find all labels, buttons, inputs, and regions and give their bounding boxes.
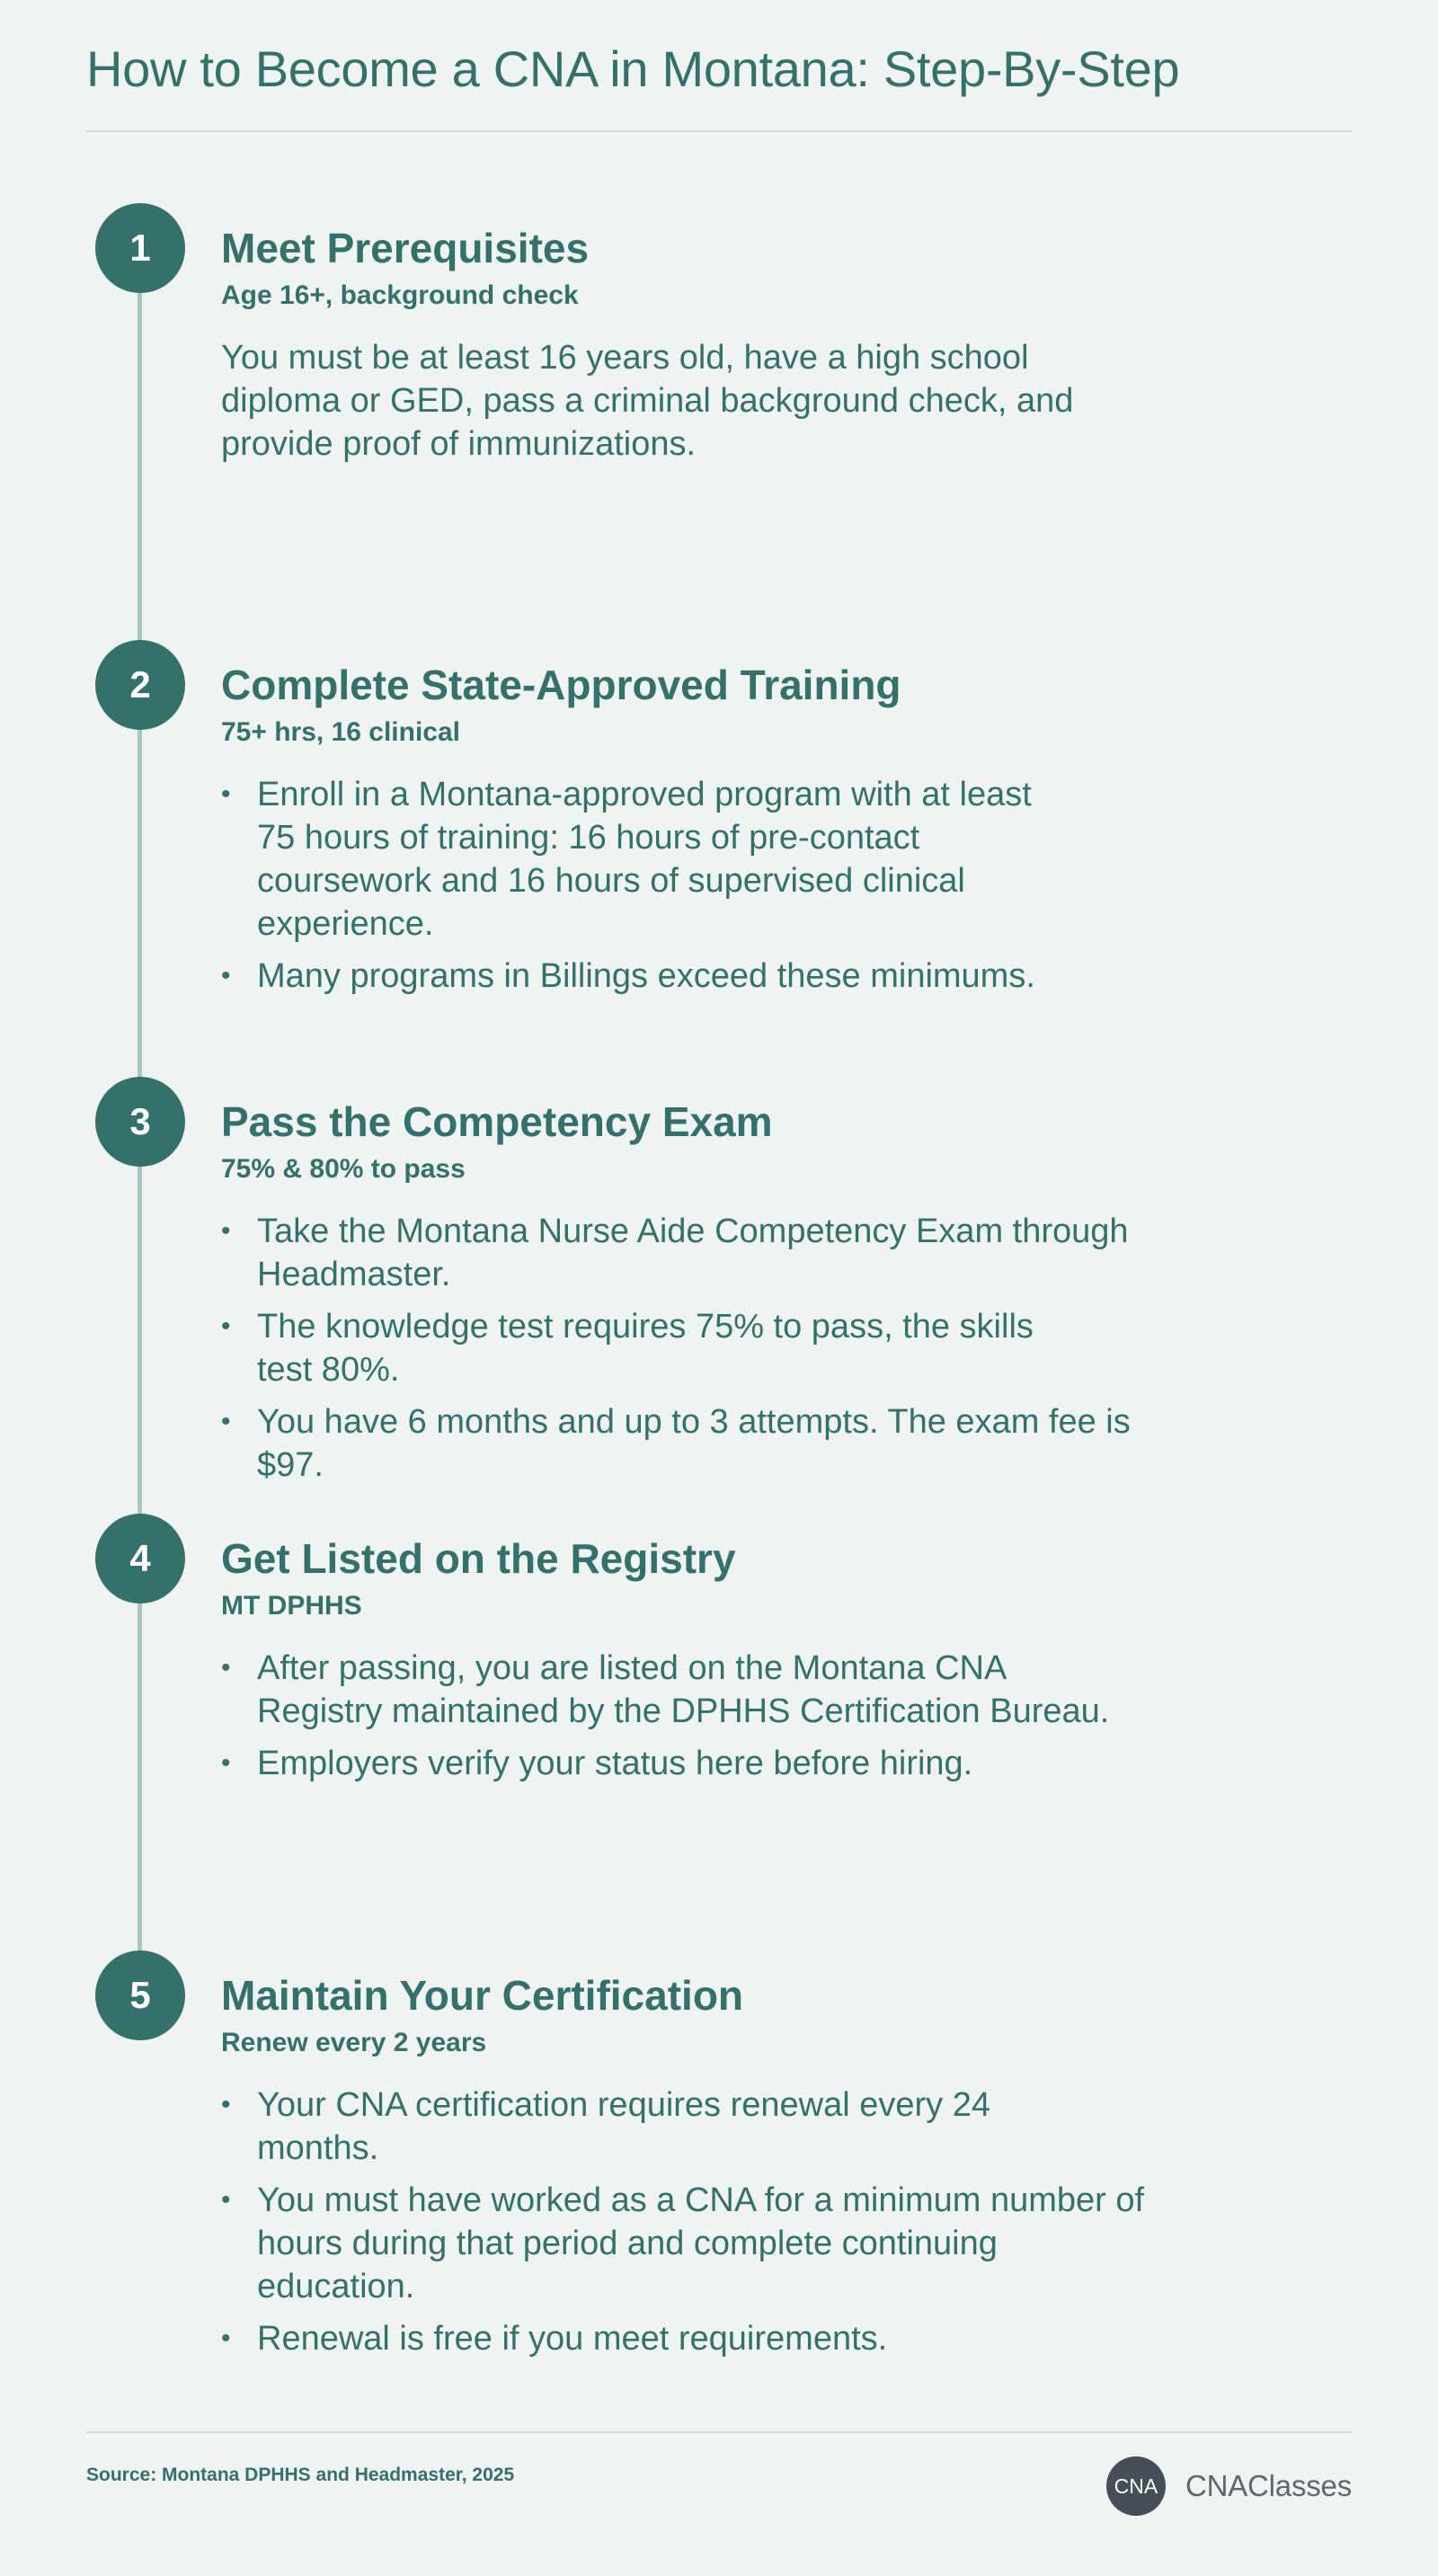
- step-number-badge: 2: [95, 640, 185, 730]
- step-subtitle: Renew every 2 years: [221, 2028, 487, 2057]
- brand: [1106, 2456, 1352, 2516]
- step-title: Complete State-Approved Training: [221, 662, 901, 708]
- page-title: How to Become a CNA in Montana: Step-By-Step: [86, 40, 1180, 97]
- header-divider: [86, 130, 1352, 132]
- list-item: • Your CNA certification requires renewal every 24 months.: [221, 2083, 1030, 2170]
- step-number-badge: 3: [95, 1077, 185, 1167]
- list-item: • Employers verify your status here before hiring.: [221, 1742, 1156, 1785]
- list-item: • You have 6 months and up to 3 attempts. The exam fee is $97.: [221, 1400, 1156, 1487]
- step-title: Maintain Your Certification: [221, 1972, 744, 2019]
- step-content: [221, 223, 1156, 466]
- step-bullet-list: [221, 1210, 1156, 1487]
- step-title: Pass the Competency Exam: [221, 1098, 773, 1145]
- list-item: • Renewal is free if you meet requirements.: [221, 2317, 1156, 2360]
- step-subtitle: MT DPHHS: [221, 1591, 362, 1621]
- step-subtitle: 75% & 80% to pass: [221, 1154, 466, 1184]
- step-number-badge: 4: [95, 1514, 185, 1603]
- list-item: • Enroll in a Montana-approved program with at least 75 hours of training: 16 hours of pre-contact coursework and 16 hours of supervised clinical experience.: [221, 773, 1075, 946]
- step-title: Meet Prerequisites: [221, 225, 590, 271]
- step-content: [221, 660, 1156, 1007]
- step-subtitle: 75+ hrs, 16 clinical: [221, 717, 461, 747]
- step-title: Get Listed on the Registry: [221, 1535, 736, 1582]
- source-note: Source: Montana DPHHS and Headmaster, 2025: [86, 2465, 515, 2485]
- step-number-badge: 5: [95, 1950, 185, 2040]
- brand-name: CNAClasses: [1185, 2469, 1352, 2502]
- footer-divider: [86, 2431, 1352, 2433]
- step-description: You must be at least 16 years old, have a high school diploma or GED, pass a criminal background check, and provide proof of immunizations.: [221, 339, 1074, 463]
- list-item: • You must have worked as a CNA for a minimum number of hours during that period and complete continuing education.: [221, 2179, 1156, 2308]
- list-item: • Take the Montana Nurse Aide Competency Exam through Headmaster.: [221, 1210, 1156, 1296]
- step-bullet-list: [221, 773, 1156, 998]
- step-bullet-list: [221, 2083, 1156, 2360]
- list-item: • After passing, you are listed on the Montana CNA Registry maintained by the DPHHS Certification Bureau.: [221, 1647, 1120, 1733]
- cna-logo-icon: CNA: [1106, 2456, 1166, 2516]
- list-item: • The knowledge test requires 75% to pass, the skills test 80%.: [221, 1305, 1048, 1391]
- list-item: • Many programs in Billings exceed these minimums.: [221, 955, 1156, 998]
- step-number-badge: 1: [95, 203, 185, 293]
- step-subtitle: Age 16+, background check: [221, 280, 579, 310]
- step-content: [221, 1533, 1156, 1794]
- step-content: [221, 1097, 1156, 1496]
- step-content: [221, 1970, 1156, 2369]
- step-bullet-list: [221, 1647, 1156, 1785]
